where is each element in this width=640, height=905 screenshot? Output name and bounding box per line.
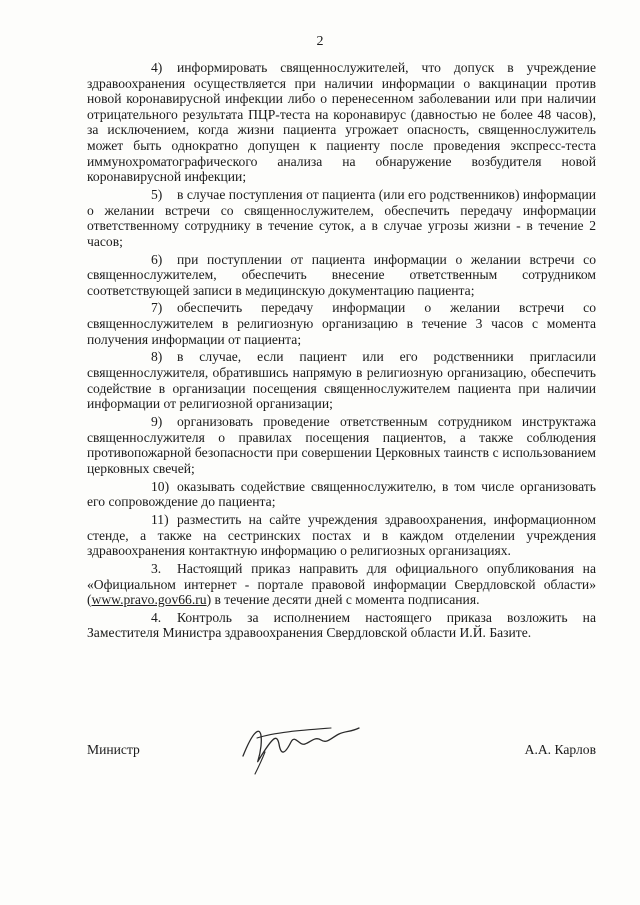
item-text: в случае, если пациент или его родственники пригласили священнослужителя, обратившись напрямую в религиозную организацию, обеспечить содействие в организации посещения священнослужителем пациента при наличии информации от религиозной организации; (87, 349, 596, 412)
item-number: 5) (151, 186, 163, 202)
item-number: 9) (151, 414, 163, 429)
list-item-6 (87, 252, 596, 299)
item-number: 8) (151, 349, 163, 365)
item-number: 7) (151, 300, 163, 316)
list-item-4 (87, 60, 596, 185)
list-item-11 (87, 512, 596, 559)
item-text: при поступлении от пациента информации о желании встречи со священнослужителем, обеспечить внесение ответственным сотрудником соответствующей записи в медицинскую документацию пациента; (87, 251, 596, 298)
item-number: 6) (151, 251, 163, 267)
portal-link[interactable]: www.pravo.gov66.ru (91, 592, 207, 608)
list-item-5 (87, 187, 596, 249)
clause-number: 3. (151, 560, 162, 576)
item-text: разместить на сайте учреждения здравоохранения, информационном стенде, а также на сестринских постах и в каждом отделении учреждения здравоохранения контактную информацию о религиозных организациях. (87, 511, 596, 559)
item-text: в случае поступления от пациента (или его родственников) информации о желании встречи со священнослужителем, обеспечить передачу информации ответственному сотруднику в течение суток, а в случае угрозы жизни - в течение 2 часов; (87, 186, 596, 249)
list-item-10 (87, 479, 596, 510)
page-number: 2 (316, 34, 324, 49)
document-body (87, 60, 596, 643)
item-text: обеспечить передачу информации о желании встречи со священнослужителем в религиозную организацию в течение 3 часов с момента получения информации от пациента; (87, 300, 596, 347)
item-number: 10) (151, 478, 170, 494)
signatory-title: Министр (87, 742, 140, 757)
signature-block (87, 738, 596, 778)
item-text: организовать проведение ответственным сотрудником инструктажа священнослужителя о правилах посещения пациентов, а также соблюдения противопожарной безопасности при совершении Церковных таинств с использованием церковных свечей; (87, 414, 596, 476)
list-item-9 (87, 414, 596, 476)
item-number: 4) (151, 60, 163, 75)
item-text: информировать священнослужителей, что допуск в учреждение здравоохранения осуществляется при наличии информации о вакцинации против новой коронавирусной инфекции либо о перенесенном заболевании или при наличии отрицательного результата ПЦР-теста на коронавирус (давностью не более 48 часов), за исключением, когда жизни пациента угрожает опасность, священнослужитель может быть однократно допущен к пациенту после проведения экспресс-теста иммунохроматографического анализа на обнаружение возбудителя новой коронавирусной инфекции; (87, 60, 596, 185)
signatory-name: А.А. Карлов (524, 742, 596, 757)
clause-4 (87, 610, 596, 641)
item-text: оказывать содействие священнослужителю, в том числе организовать его сопровождение до пациента; (87, 478, 596, 510)
clause-text-before: Настоящий приказ направить для официального опубликования на «Официальном интернет - портале правовой информации Свердловской области» ( (87, 560, 596, 608)
clause-number: 4. (151, 609, 162, 625)
clause-3 (87, 561, 596, 608)
list-item-8 (87, 349, 596, 411)
item-number: 11) (151, 511, 169, 527)
clause-text: Контроль за исполнением настоящего приказа возложить на Заместителя Министра здравоохранения Свердловской области И.Й. Базите. (87, 609, 596, 641)
list-item-7 (87, 300, 596, 347)
clause-text-after: ) в течение десяти дней с момента подписания. (206, 592, 480, 608)
handwritten-signature-icon (235, 716, 365, 776)
